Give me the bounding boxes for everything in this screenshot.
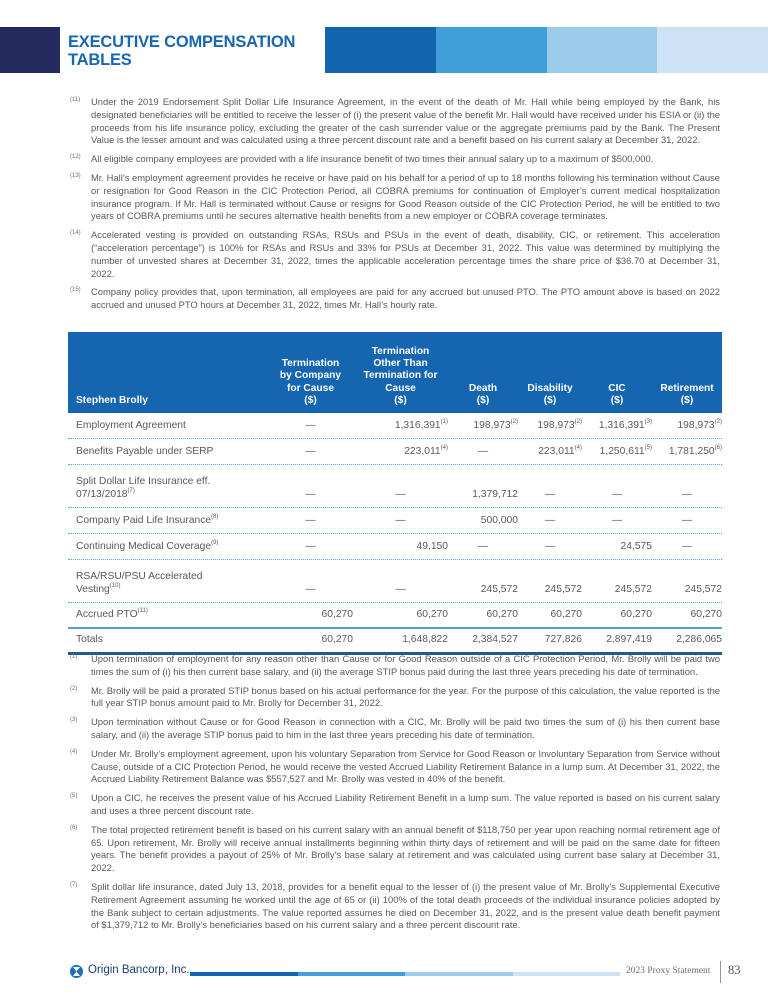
footnote-text: Upon a CIC, he receives the present value of his Accrued Liability Retirement Benefit in a lump sum. The value reported is based on his current salary and uses a three percent discount rate.: [91, 792, 720, 816]
table-cell: 500,000: [480, 515, 518, 526]
row-label: RSA/RSU/PSU Accelerated Vesting$^{(10)}$: [76, 571, 203, 595]
footnote-2: [70, 685, 720, 711]
table-cell: 1,316,391$^{(3)}$: [598, 419, 652, 431]
table-cell: 245,572: [684, 584, 722, 595]
table-cell: 24,575: [620, 541, 652, 552]
table-cell: 60,270: [486, 609, 518, 620]
table-cell: —: [395, 584, 406, 595]
footnote-6: [70, 824, 720, 875]
footnote-text: Under Mr. Brolly’s employment agreement, upon his voluntary Separation from Service for Good Reason or Involuntary Separation from Service without Cause, outside of a CIC Protection Period, he would receive the vested Accrued Liability Retirement Balance in a lump sum. At December 31, 2022, the Accrued Liability Retirement Balance was $557,527 and Mr. Brolly was vested in 40% of the benefit.: [91, 747, 720, 785]
table-cell: 60,270: [416, 609, 448, 620]
footnote-14: [70, 229, 720, 280]
table-cell: —: [395, 515, 406, 526]
footnote-text: Upon termination of employment for any reason other than Cause or for Good Reason outside of a CIC Protection Period, Mr. Brolly will be paid two times the sum of (i) his then current base salary, and (ii) the average STIP bonus paid during the last three years preceding his date of termination.: [91, 653, 720, 677]
table-cell: 60,270: [690, 609, 722, 620]
col-header-disability: Disability ($): [527, 382, 573, 406]
table-cell: —: [395, 489, 406, 500]
footnote-ref: (9): [211, 540, 219, 546]
table-cell: 60,270: [321, 609, 353, 620]
footnote-ref: (7): [127, 488, 135, 494]
table-cell: 727,826: [544, 634, 582, 645]
footnote-number: (14): [70, 230, 81, 237]
table-cell: —: [544, 515, 556, 526]
footnote-12: [70, 153, 720, 166]
table-cell: —: [681, 515, 693, 526]
document-title: 2023 Proxy Statement: [626, 966, 711, 976]
footnote-15: [70, 286, 720, 312]
origin-logo-icon: [70, 965, 83, 978]
footnote-ref: (2): [714, 419, 722, 425]
table-body: [68, 413, 722, 655]
table-cell: —: [305, 584, 316, 595]
table-row: [68, 603, 722, 629]
col-header-name: Stephen Brolly: [76, 394, 148, 406]
footnote-4: [70, 748, 720, 786]
footnote-number: (6): [70, 824, 78, 831]
table-row: [68, 560, 722, 603]
footnote-number: (13): [70, 172, 81, 179]
footer-bar-3: [405, 972, 513, 976]
col-header-retirement: Retirement ($): [660, 382, 714, 406]
footnote-text: Under the 2019 Endorsement Split Dollar Life Insurance Agreement, in the event of the death of Mr. Hall while being employed by the Bank, his designated beneficiaries will be entitled to receive the lesser of (i) the present value of the benefit Mr. Hall would have received under his ESIA or (ii) the proceeds from his life insurance policy, excluding the greater of the cash surrender value or the aggregate premiums paid by the Bank. The Present Value is the lesser amount and was calculated using a three percent discount rate and a benefit based on his current salary at December 31, 2022.: [91, 96, 720, 146]
table-cell: 1,781,250$^{(6)}$: [668, 445, 722, 457]
header-color-bars: [325, 27, 768, 73]
table-cell: 198,973$^{(2)}$: [473, 419, 518, 431]
footnote-text: Company policy provides that, upon termination, all employees are paid for any accrued but unused PTO. The PTO amount above is based on 2022 accrued and unused PTO hours at December 31, 2022, times Mr. Hall’s hourly rate.: [91, 286, 720, 311]
table-cell: 245,572: [480, 584, 518, 595]
footnote-ref: (4): [440, 445, 448, 451]
footnote-7: [70, 881, 720, 932]
footnote-number: (7): [70, 881, 78, 888]
footnote-number: (15): [70, 287, 81, 294]
row-label: Totals: [76, 634, 103, 645]
top-footnotes: [70, 96, 720, 318]
footnote-number: (2): [70, 685, 78, 692]
table-row: [68, 439, 722, 465]
row-label: Split Dollar Life Insurance eff. 07/13/2018$^{(7)}$: [76, 476, 211, 500]
bottom-footnotes: [70, 653, 720, 938]
table-cell: 2,286,065: [676, 634, 722, 645]
footnote-ref: (2): [510, 419, 518, 425]
table-row: [68, 629, 722, 655]
footnote-11: [70, 96, 720, 147]
footer-divider: [720, 961, 721, 983]
footnote-number: (5): [70, 793, 78, 800]
table-cell: 1,250,611$^{(5)}$: [599, 445, 652, 457]
table-cell: 1,316,391$^{(1)}$: [394, 419, 448, 431]
footer-color-bars: [190, 972, 620, 976]
table-cell: 49,150: [416, 541, 448, 552]
section-title: [68, 33, 295, 69]
footnote-ref: (10): [109, 583, 121, 589]
footnote-ref: (5): [644, 445, 652, 451]
footer-bar-2: [298, 972, 406, 976]
footer-bar-1: [190, 972, 298, 976]
table-cell: —: [305, 420, 316, 431]
row-label: Benefits Payable under SERP: [76, 446, 214, 457]
table-cell: —: [611, 515, 623, 526]
header-bar-2: [436, 27, 547, 73]
footnote-text: Mr. Brolly will be paid a prorated STIP bonus based on his actual performance for the year. For the purpose of this calculation, the value reported is the full year STIP bonus amount paid to Mr. Brolly for December 31, 2022.: [91, 684, 720, 709]
header-bar-4: [657, 27, 768, 73]
table-cell: —: [305, 515, 316, 526]
header-bar-1: [325, 27, 436, 73]
row-label: Accrued PTO$^{(11)}$: [76, 608, 148, 620]
footnote-ref: (1): [440, 419, 448, 425]
footnote-text: Upon termination without Cause or for Good Reason in connection with a CIC, Mr. Brolly will be paid two times the sum of (i) his then current base salary, and (ii) the average STIP bonus paid to him in the last three years preceding his date of termination.: [91, 716, 720, 740]
table-header-row: [68, 332, 722, 413]
row-label: Company Paid Life Insurance$^{(8)}$: [76, 514, 219, 526]
footnote-13: [70, 172, 720, 223]
table-cell: —: [681, 489, 693, 500]
footer-bar-4: [513, 972, 621, 976]
footnote-ref: (6): [714, 445, 722, 451]
page-number: 83: [728, 963, 741, 977]
table-cell: —: [305, 489, 316, 500]
footnote-1: [70, 653, 720, 679]
table-cell: 60,270: [550, 609, 582, 620]
row-label: Continuing Medical Coverage$^{(9)}$: [76, 540, 219, 552]
footnote-number: (12): [70, 154, 81, 161]
header-bar-3: [547, 27, 658, 73]
table-cell: 2,897,419: [606, 634, 652, 645]
table-cell: 2,384,527: [472, 634, 518, 645]
table-cell: —: [611, 489, 623, 500]
table-cell: 60,270: [620, 609, 652, 620]
footnote-ref: (4): [574, 445, 582, 451]
footnote-number: (3): [70, 717, 78, 724]
footnote-text: Mr. Hall’s employment agreement provides he receive or have paid on his behalf for a period of up to 18 months following his termination without Cause or resignation for Good Reason in the CIC Protection Period, all COBRA premiums for continuation of Employer’s current medical hospitalization insurance program. If Mr. Hall is terminated without Cause or resigns for Good Reason outside of the CIC Protection Period, he will be entitled to two years of COBRA premiums until he secures alternative health benefits from a new employer or COBRA coverage terminates.: [91, 171, 720, 222]
table-cell: 223,011$^{(4)}$: [538, 445, 582, 457]
header-square: [0, 27, 60, 73]
footnote-number: (4): [70, 748, 78, 755]
footnote-text: The total projected retirement benefit is based on his current salary with an annual benefit of $118,750 per year upon reaching normal retirement age of 65. Upon retirement, Mr. Brolly will receive annual installments beginning within thirty days of retirement and will be paid on the same date for fifteen years. The benefit provides a payout of 25% of Mr. Brolly’s base salary at retirement and was calculated using current base salary at December 31, 2022.: [91, 823, 720, 874]
footnote-text: Accelerated vesting is provided on outstanding RSAs, RSUs and PSUs in the event of death, disability, CIC, or retirement. This acceleration (“acceleration percentage”) is 100% for RSAs and RSUs and 33% for PSUs at December 31, 2022. This value was determined by multiplying the number of unvested shares at December 31, 2022, times the applicable acceleration percentage times the share price of $36.70 at December 31, 2022.: [91, 229, 720, 279]
table-cell: —: [305, 541, 316, 552]
footnote-number: (11): [70, 97, 81, 103]
table-cell: 245,572: [614, 584, 652, 595]
col-header-termination-for-cause: Termination by Company for Cause ($): [279, 358, 342, 406]
table-row: [68, 413, 722, 439]
section-title-line1: EXECUTIVE COMPENSATION: [68, 33, 296, 51]
table-cell: —: [477, 446, 489, 457]
table-cell: —: [477, 541, 489, 552]
col-header-termination-other: Termination Other Than Termination for Cause ($): [363, 345, 438, 406]
compensation-table: [68, 332, 722, 655]
section-title-line2: TABLES: [68, 51, 132, 69]
table-cell: —: [544, 541, 556, 552]
col-header-cic: CIC ($): [608, 382, 626, 406]
table-cell: 245,572: [544, 584, 582, 595]
table-row: [68, 465, 722, 508]
footnote-3: [70, 716, 720, 742]
footnote-ref: (3): [644, 419, 652, 425]
table-cell: —: [681, 541, 693, 552]
company-name: Origin Bancorp, Inc.: [88, 964, 190, 976]
table-cell: 223,011$^{(4)}$: [404, 445, 448, 457]
table-cell: 198,973$^{(2)}$: [677, 419, 722, 431]
page-footer: [0, 960, 768, 986]
footnote-text: All eligible company employees are provided with a life insurance benefit of two times their annual salary up to a maximum of $500,000.: [91, 153, 654, 165]
footnote-text: Split dollar life insurance, dated July 13, 2018, provides for a benefit equal to the lesser of (i) the present value of Mr. Brolly’s Supplemental Executive Retirement Agreement assuming he worked until the age of 65 or (ii) 100% of the total death proceeds of the individual insurance policies adopted by the Bank subject to certain adjustments. The value reported assumes he died on December 31, 2022, and is the present value death benefit payment of $1,379,712 to Mr. Brolly’s beneficiaries based on his current salary and a three percent discount rate.: [91, 880, 720, 931]
footnote-ref: (11): [137, 608, 148, 614]
row-label: Employment Agreement: [76, 420, 186, 431]
footnote-ref: (8): [211, 514, 219, 520]
table-cell: 1,379,712: [472, 489, 518, 500]
table-cell: —: [544, 489, 556, 500]
col-header-death: Death ($): [468, 382, 498, 406]
table-cell: —: [305, 446, 316, 457]
footnote-number: (1): [70, 654, 78, 660]
table-row: [68, 508, 722, 534]
footnote-5: [70, 792, 720, 818]
table-cell: 1,648,822: [402, 634, 448, 645]
table-row: [68, 534, 722, 560]
table-cell: 60,270: [321, 634, 353, 645]
table-cell: 198,973$^{(2)}$: [537, 419, 582, 431]
footnote-ref: (2): [574, 419, 582, 425]
